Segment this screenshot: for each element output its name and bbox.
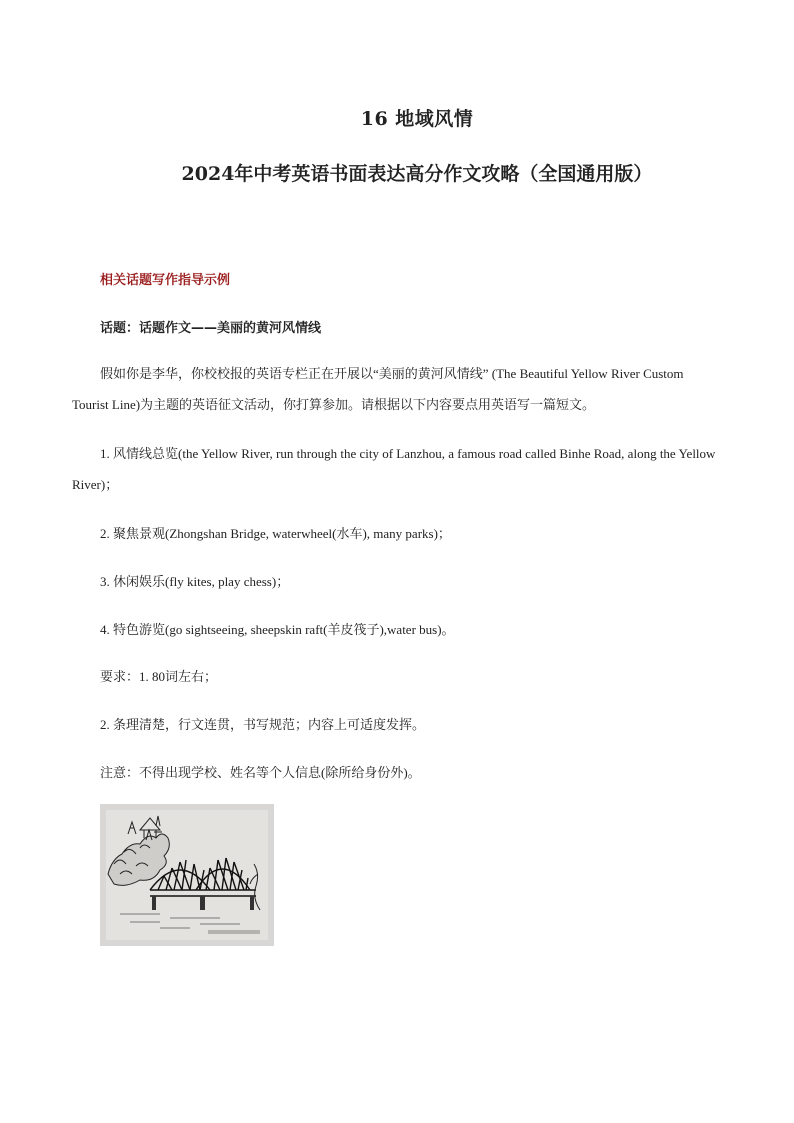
notice-line: 注意：不得出现学校、姓名等个人信息(除所给身份外)。 xyxy=(100,765,421,780)
point-4: 4. 特色游览(go sightseeing, sheepskin raft(羊皮筏子),water bus)。 xyxy=(100,622,455,637)
point-2: 2. 聚焦景观(Zhongshan Bridge, waterwheel(水车), many parks)； xyxy=(100,526,451,541)
bridge-sketch-image xyxy=(100,804,274,946)
topic-line: 话题：话题作文——美丽的黄河风情线 xyxy=(100,321,322,336)
page-title: 16 地域风情 xyxy=(360,108,474,130)
intro-paragraph: 假如你是李华，你校校报的英语专栏正在开展以“美丽的黄河风情线” (The Beautiful Yellow River Custom Tourist Line)为主题的英语征文活动，你打算参加。请根据以下内容要点用英语写一篇短文。 xyxy=(72,366,684,412)
point-3: 3. 休闲娱乐(fly kites, play chess)； xyxy=(100,574,290,589)
requirement-1: 要求：1. 80词左右； xyxy=(100,669,218,684)
section-heading: 相关话题写作指导示例 xyxy=(100,273,231,288)
point-1: 1. 风情线总览(the Yellow River, run through the city of Lanzhou, a famous road called Binhe Road, along the Yellow River)； xyxy=(72,446,716,492)
page-subtitle: 2024年中考英语书面表达高分作文攻略（全国通用版） xyxy=(181,163,653,185)
requirement-2: 2. 条理清楚，行文连贯，书写规范；内容上可适度发挥。 xyxy=(100,717,426,732)
